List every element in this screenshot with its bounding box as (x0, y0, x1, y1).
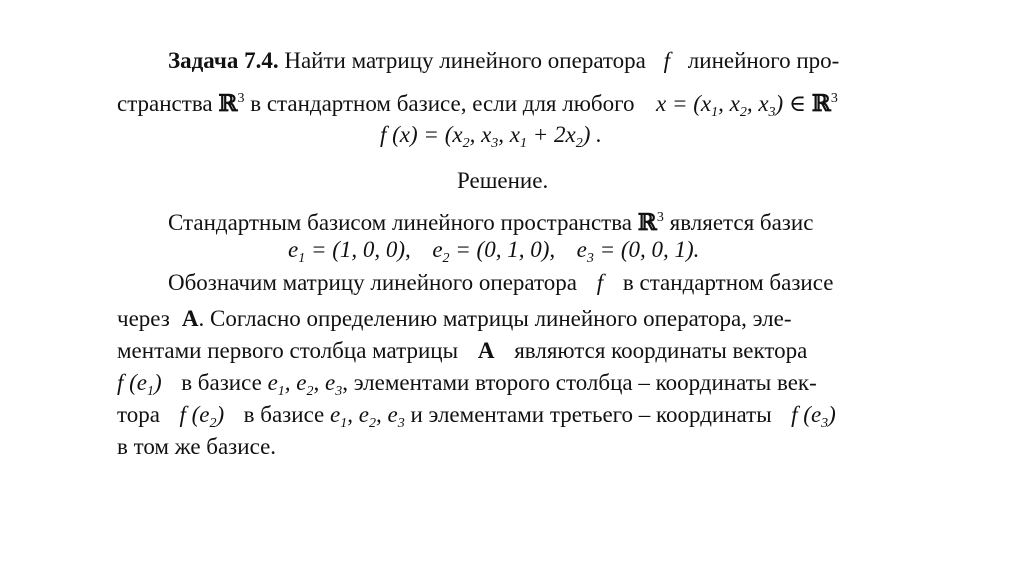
matrix-symbol: A (477, 338, 495, 363)
task-line-1 (168, 47, 839, 75)
real-numbers-symbol: ℝ (218, 90, 238, 117)
body-line-2: Обозначим матрицу линейного оператора f в стандартном базисе (168, 270, 834, 295)
body-line-7: в том же базисе. (117, 434, 277, 459)
task-text: в стандартном базисе, если для любого (250, 91, 635, 116)
f-e1: f $(e_1)$ (117, 370, 162, 399)
body-line-3: через A. Согласно определению матрицы линейного оператора, эле- (117, 306, 792, 331)
superscript: 3 (830, 91, 838, 106)
real-numbers-symbol: ℝ (811, 90, 831, 117)
solution-title: Решение. (457, 168, 549, 193)
task-text: Найти матрицу линейного оператора (284, 48, 646, 73)
task-heading: Задача 7.4. (168, 48, 279, 73)
body-line-6: тора f $(e_2)$ в базисе $e_1$, $e_2$, $e_3$ и элементами третьего – координаты f $(e_3)$ (117, 402, 836, 431)
operator-symbol: f (596, 270, 604, 295)
vector-definition: $x = (x_1$, $x_2$, $x_3$) ∈ (655, 91, 806, 120)
task-text: странства (117, 91, 213, 116)
real-numbers-symbol: ℝ (637, 209, 657, 236)
f-e3: f $(e_3)$ (791, 402, 836, 431)
basis-vectors: $e_1 = (1$, 0, 0), $e_2 = (0$, 1, 0), $e_3 = (0$, 0, 1). (288, 237, 700, 266)
operator-formula: f $(x) = (x_2$, $x_3$, $x_1 + 2x_2$) . (380, 122, 602, 151)
body-line-5: f $(e_1)$ в базисе $e_1$, $e_2$, $e_3$, элементами второго столбца – координаты век- (117, 370, 817, 399)
body-line-1: Стандартным базисом линейного пространства ℝ$^3$ является базис (168, 209, 814, 236)
body-line-4: ментами первого столбца матрицы A являются координаты вектора (117, 338, 808, 363)
operator-symbol: f (663, 48, 671, 73)
superscript: 3 (237, 91, 245, 106)
basis-list: $e_1$, $e_2$, $e_3$ (267, 370, 343, 399)
f-e2: f $(e_2)$ (179, 402, 225, 431)
basis-list: $e_1$, $e_2$, $e_3$ (330, 402, 405, 431)
matrix-symbol: A (181, 306, 199, 331)
task-text-end: линейного про- (687, 48, 840, 73)
